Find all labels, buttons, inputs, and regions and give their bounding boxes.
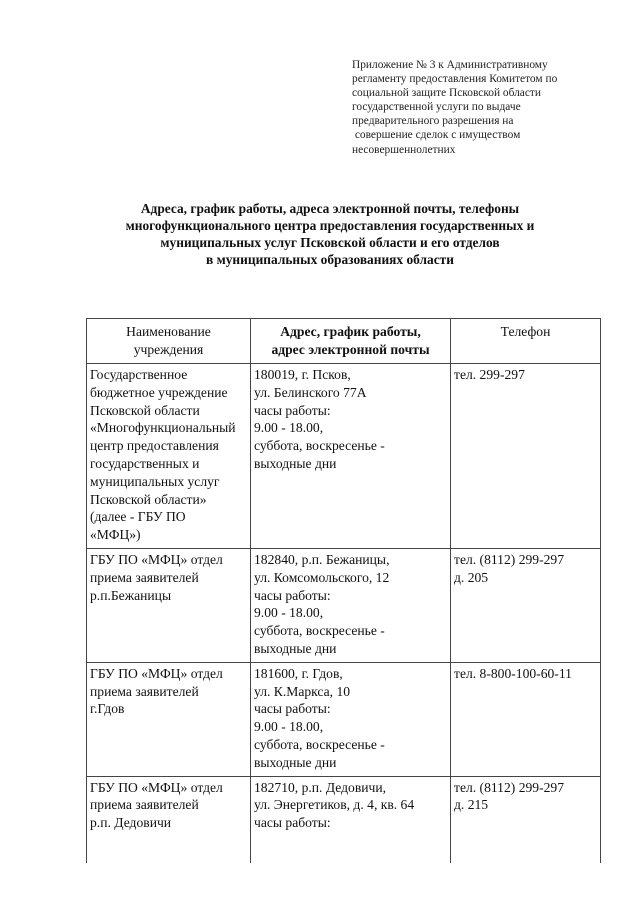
cell-line: выходные дни xyxy=(254,455,337,471)
cell-line: г.Гдов xyxy=(90,701,125,717)
header-name xyxy=(87,319,251,364)
cell-line: 182710, р.п. Дедовичи, xyxy=(254,779,387,795)
cell-name xyxy=(87,364,251,549)
cell-line: суббота, воскресенье - xyxy=(254,623,385,639)
cell-line: «Многофункциональный xyxy=(90,420,236,436)
title-line: многофункционального центра предоставления государственных и xyxy=(125,218,535,233)
cell-line: выходные дни xyxy=(254,640,337,656)
cell-address xyxy=(251,548,451,662)
cell-phone xyxy=(451,776,601,863)
cell-line: ул. Энергетиков, д. 4, кв. 64 xyxy=(254,797,415,813)
cell-line: центр предоставления xyxy=(90,438,219,454)
annex-line: государственной услуги по выдаче xyxy=(352,101,521,114)
cell-line: Государственное xyxy=(90,367,188,382)
cell-line: 180019, г. Псков, xyxy=(254,367,351,382)
cell-phone xyxy=(451,548,601,662)
title-line: Адреса, график работы, адреса электронной почты, телефоны xyxy=(140,201,520,216)
cell-phone xyxy=(451,364,601,549)
cell-address xyxy=(251,662,451,776)
annex-line: несовершеннолетних xyxy=(352,143,456,156)
header-line: Наименование xyxy=(126,324,211,339)
cell-line: ГБУ ПО «МФЦ» отдел xyxy=(90,665,223,681)
cell-line: приема заявителей xyxy=(90,797,199,813)
offices-table xyxy=(86,318,601,863)
table-row xyxy=(87,662,601,776)
header-line: Телефон xyxy=(500,324,551,339)
cell-line: р.п.Бежаницы xyxy=(90,587,172,603)
cell-line: суббота, воскресенье - xyxy=(254,736,385,752)
cell-line: ГБУ ПО «МФЦ» отдел xyxy=(90,551,223,567)
cell-line: приема заявителей xyxy=(90,569,199,585)
cell-line: бюджетное учреждение xyxy=(90,384,228,400)
cell-line: «МФЦ») xyxy=(90,527,141,543)
table-row xyxy=(87,548,601,662)
header-line: Адрес, график работы, xyxy=(280,324,421,339)
cell-line: тел. (8112) 299-297 xyxy=(454,551,564,567)
cell-line: д. 205 xyxy=(454,569,489,585)
cell-line: 9.00 - 18.00, xyxy=(254,605,324,621)
title-line: муниципальных услуг Псковской области и его отделов xyxy=(160,235,500,250)
document-title xyxy=(60,200,600,268)
table-row xyxy=(87,364,601,549)
cell-line: р.п. Дедовичи xyxy=(90,815,172,831)
cell-line: тел. 8-800-100-60-11 xyxy=(454,665,572,681)
header-address xyxy=(251,319,451,364)
cell-line: выходные дни xyxy=(254,754,337,770)
annex-line: совершение сделок с имуществом xyxy=(352,129,521,142)
cell-line: ул. Белинского 77А xyxy=(254,384,367,400)
cell-line: часы работы: xyxy=(254,701,331,717)
cell-line: часы работы: xyxy=(254,815,331,831)
title-line: в муниципальных образованиях области xyxy=(206,252,454,267)
cell-line: Псковской области xyxy=(90,402,200,418)
table-row xyxy=(87,776,601,863)
cell-line: ГБУ ПО «МФЦ» отдел xyxy=(90,779,223,795)
cell-name xyxy=(87,662,251,776)
cell-line: приема заявителей xyxy=(90,683,199,699)
annex-note xyxy=(352,58,622,157)
header-line: адрес электронной почты xyxy=(271,341,430,357)
cell-phone xyxy=(451,662,601,776)
cell-line: муниципальных услуг xyxy=(90,473,220,489)
cell-line: ул. Комсомольского, 12 xyxy=(254,569,390,585)
cell-name xyxy=(87,548,251,662)
cell-line: тел. (8112) 299-297 xyxy=(454,779,564,795)
cell-line: д. 215 xyxy=(454,797,489,813)
cell-line: 182840, р.п. Бежаницы, xyxy=(254,551,390,567)
annex-line: предварительного разрешения на xyxy=(352,115,514,128)
cell-line: (далее - ГБУ ПО xyxy=(90,509,186,525)
annex-line: социальной защите Псковской области xyxy=(352,87,541,100)
cell-line: суббота, воскресенье - xyxy=(254,438,385,454)
cell-address xyxy=(251,364,451,549)
header-phone xyxy=(451,319,601,364)
cell-line: часы работы: xyxy=(254,402,331,418)
cell-line: часы работы: xyxy=(254,587,331,603)
cell-line: 181600, г. Гдов, xyxy=(254,665,343,681)
cell-line: ул. К.Маркса, 10 xyxy=(254,683,351,699)
header-line: учреждения xyxy=(133,341,204,357)
cell-line: тел. 299-297 xyxy=(454,367,525,382)
cell-name xyxy=(87,776,251,863)
cell-address xyxy=(251,776,451,863)
cell-line: государственных и xyxy=(90,455,200,471)
cell-line: 9.00 - 18.00, xyxy=(254,420,324,436)
annex-line: регламенту предоставления Комитетом по xyxy=(352,73,558,86)
cell-line: 9.00 - 18.00, xyxy=(254,719,324,735)
cell-line: Псковской области» xyxy=(90,491,207,507)
annex-line: Приложение № 3 к Административному xyxy=(352,59,548,71)
table-header-row xyxy=(87,319,601,364)
